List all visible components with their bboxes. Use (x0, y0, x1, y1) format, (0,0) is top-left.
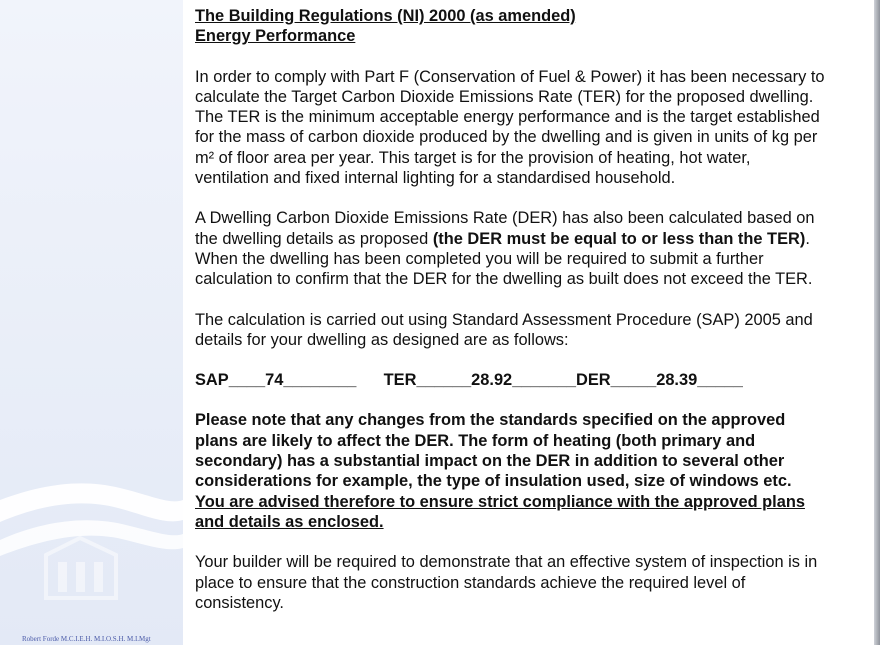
der-value: 28.39 (656, 371, 698, 390)
der-text-1: A Dwelling Carbon Dioxide Emissions Rate (DER) has also been calculated based on the dwelling details as proposed (195, 209, 815, 248)
page-edge-shadow (874, 0, 880, 645)
paragraph-der (195, 208, 825, 289)
paragraph-warning (195, 410, 825, 532)
warning-advice: You are advised therefore to ensure strict compliance with the approved plans and details as enclosed. (195, 492, 805, 531)
sap-value: 74 (265, 371, 284, 390)
document-subtitle: Energy Performance (195, 27, 356, 46)
sap-label: SAP (195, 371, 229, 390)
der-label: DER (576, 371, 611, 390)
ter-value: 28.92 (471, 371, 513, 390)
paragraph-ter: In order to comply with Part F (Conservation of Fuel & Power) it has been necessary to calculate the Target Carbon Dioxide Emissions Rate (TER) for the proposed dwelling. The TER is the minimum acceptable energy performance and is the target established for the mass of carbon dioxide produced by the dwelling and is given in units of kg per m² of floor area per year. This target is for the provision of heating, hot water, ventilation and fixed internal lighting for a standardised household. (195, 67, 825, 188)
ter-label: TER (383, 371, 417, 390)
paragraph-builder: Your builder will be required to demonstrate that an effective system of inspection is in place to ensure that the construction standards achieve the required level of consistency. (195, 553, 818, 612)
logo-watermark-icon (46, 538, 116, 598)
der-text-2: . When the dwelling has been completed you will be required to submit a further calculation to confirm that the DER for the dwelling as built does not exceed the TER. (195, 229, 813, 289)
document-page (195, 6, 825, 613)
warning-text: Please note that any changes from the standards specified on the approved plans are likely to affect the DER. The form of heating (both primary and secondary) has a substantial impact on the DER in addition to several other considerations for example, the type of insulation used, size of windows etc. (195, 411, 792, 491)
paragraph-sap: The calculation is carried out using Standard Assessment Procedure (SAP) 2005 and details for your dwelling as designed are as follows: (195, 310, 813, 349)
ratings-line: SAP____74________ TER______28.92_______DER_____28.39_____ (195, 371, 743, 390)
wave-decoration (0, 0, 183, 645)
letterhead-footer-text: Robert Forde M.C.I.E.H. M.I.O.S.H. M.I.Mgt (22, 635, 151, 643)
der-emphasis: (the DER must be equal to or less than the TER) (432, 229, 806, 248)
sidebar-letterhead (0, 0, 183, 645)
document-title: The Building Regulations (NI) 2000 (as amended) (195, 7, 576, 25)
